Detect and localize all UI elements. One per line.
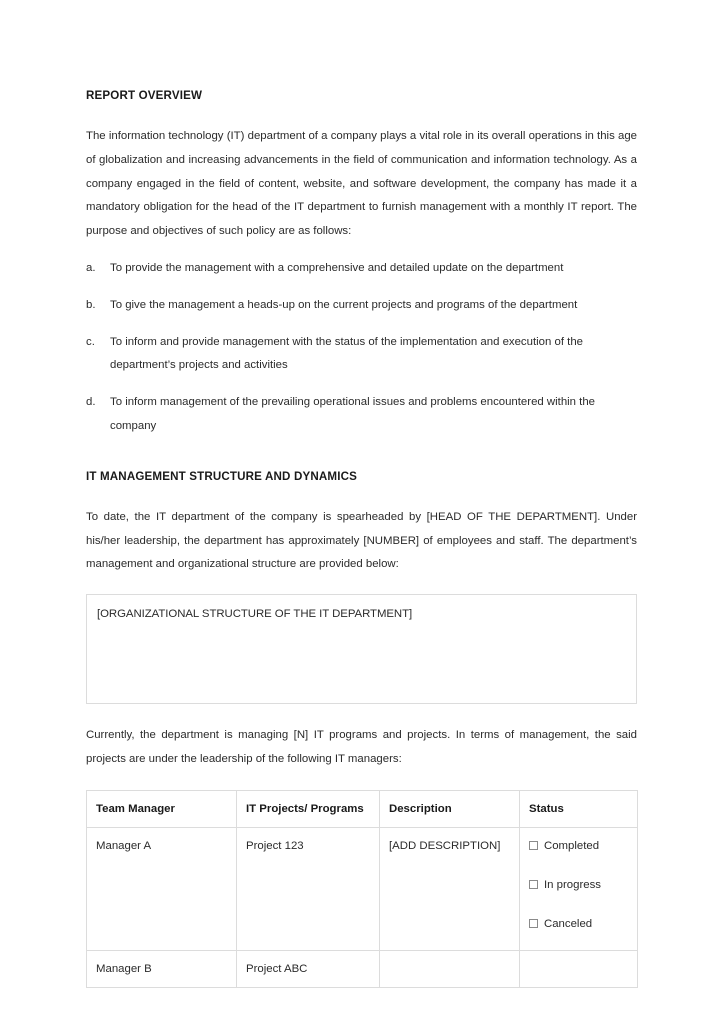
spacer: [86, 704, 637, 724]
section-heading-management-structure: IT MANAGEMENT STRUCTURE AND DYNAMICS: [86, 469, 357, 483]
status-option-canceled[interactable]: [529, 915, 628, 933]
list-item: [86, 294, 637, 318]
table-row: [87, 950, 638, 987]
spacer: [86, 772, 637, 790]
spacer: [86, 485, 637, 506]
cell-description: [ADD DESCRIPTION]: [380, 827, 520, 950]
status-option-completed[interactable]: [529, 837, 628, 855]
spacer: [86, 104, 637, 125]
org-structure-placeholder-box: [86, 594, 637, 704]
column-header-status: Status: [520, 790, 638, 827]
status-option-label: Canceled: [544, 917, 593, 930]
overview-paragraph: The information technology (IT) department of a company plays a vital role in its overall operations in this age of globalization and increasing advancements in the field of communication and information technology. As a company engaged in the field of content, website, and software development, the company has made it a mandatory obligation for the head of the IT department to furnish management with a monthly IT report. The purpose and objectives of such policy are as follows:: [86, 130, 637, 238]
list-marker: d.: [86, 396, 96, 409]
spacer: [86, 281, 637, 294]
cell-it-project: Project ABC: [237, 950, 380, 987]
table-body: [87, 827, 638, 987]
list-item: [86, 391, 637, 439]
objectives-list: [86, 257, 637, 439]
management-structure-paragraph: To date, the IT department of the company is spearheaded by [HEAD OF THE DEPARTMENT]. Under his/her leadership, the department has approximately [NUMBER] of employees and staff. The department’s management and organizational structure are provided below:: [86, 510, 637, 571]
list-item-label: To inform and provide management with the status of the implementation and execution of the department’s projects and activities: [110, 335, 583, 372]
checkbox-icon[interactable]: [529, 880, 538, 889]
cell-description: [380, 950, 520, 987]
document-content: [86, 0, 637, 988]
status-option-in-progress[interactable]: [529, 876, 628, 894]
column-header-description: Description: [380, 790, 520, 827]
table-header: [87, 790, 638, 827]
top-margin-spacer: [86, 0, 637, 88]
cell-status: [520, 950, 638, 987]
spacer: [86, 577, 637, 594]
list-item: [86, 331, 637, 379]
column-header-team-manager: Team Manager: [87, 790, 237, 827]
spacer: [86, 439, 637, 469]
status-option-label: In progress: [544, 878, 601, 891]
cell-status: [520, 827, 638, 950]
list-marker: b.: [86, 298, 96, 311]
status-checkbox-list: [529, 837, 628, 933]
page-title: REPORT OVERVIEW: [86, 89, 203, 102]
column-header-it-projects: IT Projects/ Programs: [237, 790, 380, 827]
list-marker: c.: [86, 335, 95, 348]
list-item-label: To inform management of the prevailing operational issues and problems encountered within the company: [110, 396, 596, 432]
list-item: [86, 257, 637, 281]
list-item-label: To provide the management with a comprehensive and detailed update on the department: [110, 261, 564, 274]
managers-table: [86, 790, 638, 988]
spacer: [86, 378, 637, 391]
list-item-label: To give the management a heads-up on the current projects and programs of the department: [110, 298, 578, 311]
cell-team-manager: Manager A: [87, 827, 237, 950]
spacer: [86, 244, 637, 257]
table-row: [87, 827, 638, 950]
cell-it-project: Project 123: [237, 827, 380, 950]
list-marker: a.: [86, 261, 96, 274]
table-header-row: [87, 790, 638, 827]
checkbox-icon[interactable]: [529, 841, 538, 850]
checkbox-icon[interactable]: [529, 919, 538, 928]
status-option-label: Completed: [544, 839, 600, 852]
cell-team-manager: Manager B: [87, 950, 237, 987]
projects-intro-paragraph: Currently, the department is managing [N] IT programs and projects. In terms of management, the said projects are under the leadership of the following IT managers:: [86, 729, 637, 765]
org-structure-placeholder-label: [ORGANIZATIONAL STRUCTURE OF THE IT DEPARTMENT]: [97, 608, 413, 621]
spacer: [86, 318, 637, 331]
